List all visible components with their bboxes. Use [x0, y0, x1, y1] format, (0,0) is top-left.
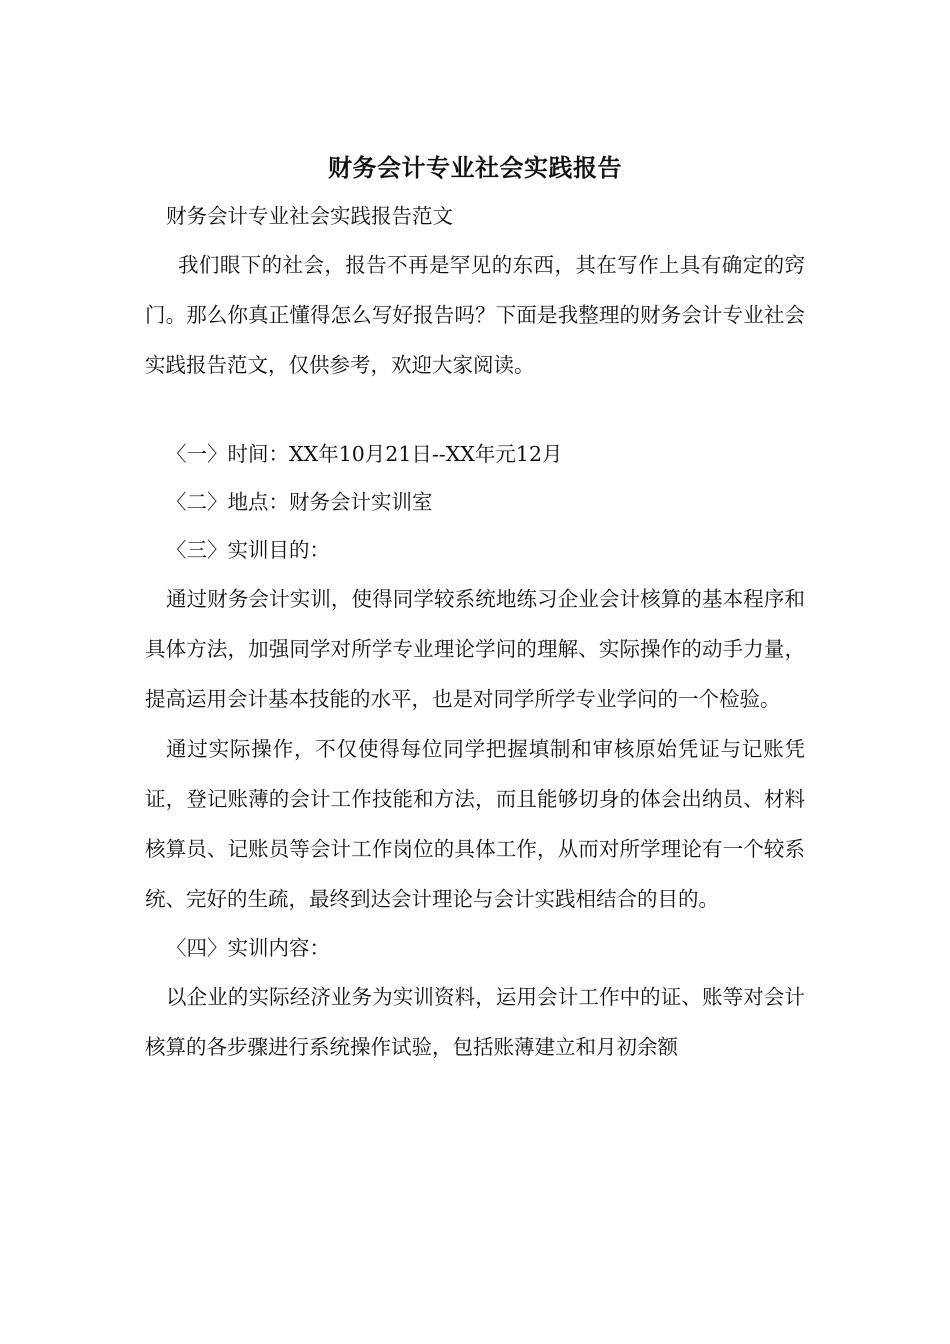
content-paragraph-1: 以企业的实际经济业务为实训资料，运用会计工作中的证、账等对会计核算的各步骤进行系统操作试验，包括账薄建立和月初余额 — [145, 985, 805, 1059]
document-body — [145, 148, 805, 1072]
item-purpose-heading: 〈三〉实训目的： — [166, 538, 330, 562]
intro-paragraph: 我们眼下的社会，报告不再是罕见的东西，其在写作上具有确定的窍门。那么你真正懂得怎么写好报告吗？下面是我整理的财务会计专业社会实践报告范文，仅供参考，欢迎大家阅读。 — [145, 253, 805, 377]
document-title: 财务会计专业社会实践报告 — [328, 153, 622, 182]
document-subtitle: 财务会计专业社会实践报告范文 — [166, 204, 453, 228]
purpose-paragraph-1: 通过财务会计实训，使得同学较系统地练习企业会计核算的基本程序和具体方法，加强同学对所学专业理论学问的理解、实际操作的动手力量，提高运用会计基本技能的水平，也是对同学所学专业学问的一个检验。 — [145, 587, 805, 711]
item-time: 〈一〉时间：XX年10月21日--XX年元12月 — [166, 442, 563, 466]
paragraph-gap — [145, 390, 805, 430]
purpose-paragraph-2: 通过实际操作，不仅使得每位同学把握填制和审核原始凭证与记账凭证，登记账薄的会计工作技能和方法，而且能够切身的体会出纳员、材料核算员、记账员等会计工作岗位的具体工作，从而对所学理论有一个较系统、完好的生疏，最终到达会计理论与会计实践相结合的目的。 — [145, 737, 805, 911]
item-content-heading: 〈四〉实训内容： — [166, 936, 330, 960]
item-place: 〈二〉地点：财务会计实训室 — [166, 490, 433, 514]
